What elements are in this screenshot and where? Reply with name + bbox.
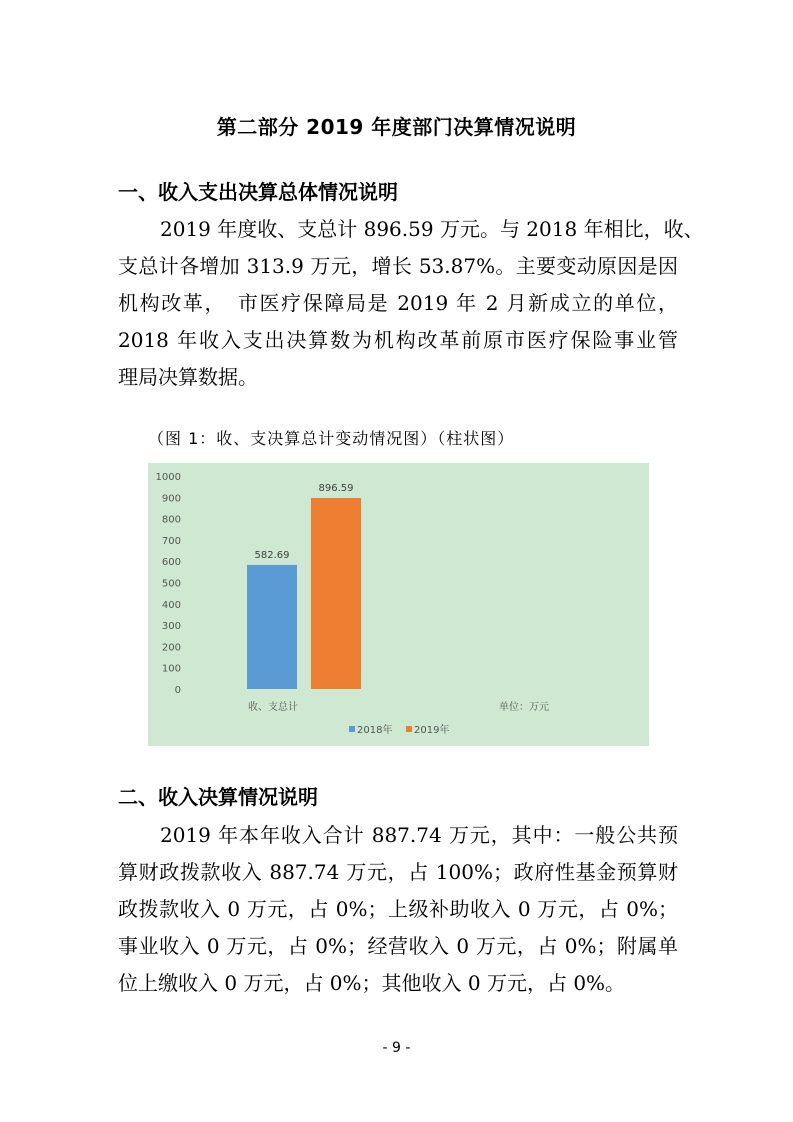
y-tick-label: 0 (174, 685, 181, 696)
y-tick-label: 400 (161, 599, 181, 611)
data-label: 582.69 (254, 549, 290, 561)
section-heading-2: 二、收入决算情况说明 (118, 785, 318, 809)
paragraph-line: 2019 年本年收入合计 887.74 万元，其中：一般公共预 (160, 823, 678, 847)
y-tick-label: 1000 (155, 472, 181, 483)
y-tick-label: 900 (161, 493, 181, 505)
y-tick-label: 800 (161, 514, 181, 526)
legend-entry: 2019年 (414, 725, 450, 736)
paragraph-line: 政拨款收入 0 万元，占 0%；上级补助收入 0 万元，占 0%； (118, 897, 678, 921)
data-label: 896.59 (318, 483, 354, 495)
unit-annotation: 单位：万元 (499, 702, 549, 713)
x-tick-label: 收、支总计 (248, 702, 298, 713)
legend-swatch (349, 726, 355, 732)
page-title: 第二部分 2019 年度部门决算情况说明 (216, 115, 577, 139)
paragraph-line: 机构改革， 市医疗保障局是 2019 年 2 月新成立的单位， (118, 291, 678, 315)
paragraph-line: 2018 年收入支出决算数为机构改革前原市医疗保险事业管 (118, 328, 678, 352)
bar-chart-svg (148, 463, 649, 746)
y-tick-label: 100 (161, 663, 181, 675)
paragraph-line: 算财政拨款收入 887.74 万元，占 100%；政府性基金预算财 (118, 860, 678, 884)
paragraph-line: 支总计各增加 313.9 万元，增长 53.87%。主要变动原因是因 (118, 254, 678, 278)
section-1-paragraph (118, 211, 704, 396)
legend-swatch (406, 726, 412, 732)
y-tick-label: 700 (161, 535, 181, 547)
bar-chart (148, 463, 649, 746)
page-number: - 9 - (382, 1040, 411, 1056)
section-heading-1: 一、收入支出决算总体情况说明 (118, 180, 398, 204)
paragraph-line: 2019 年度收、支总计 896.59 万元。与 2018 年相比，收、 (160, 217, 704, 241)
bar-2019年 (311, 498, 361, 689)
y-tick-label: 500 (161, 578, 181, 590)
bar-2018年 (247, 565, 297, 689)
legend-entry: 2018年 (357, 725, 393, 736)
paragraph-line: 理局决算数据。 (118, 365, 258, 389)
y-tick-label: 300 (161, 621, 181, 633)
section-2-paragraph (118, 817, 678, 1002)
y-tick-label: 200 (161, 642, 181, 654)
paragraph-line: 事业收入 0 万元，占 0%；经营收入 0 万元，占 0%；附属单 (118, 934, 678, 958)
figure-caption: （图 1：收、支决算总计变动情况图）（柱状图） (148, 429, 515, 448)
paragraph-line: 位上缴收入 0 万元，占 0%；其他收入 0 万元，占 0%。 (118, 971, 626, 995)
y-tick-label: 600 (161, 557, 181, 569)
